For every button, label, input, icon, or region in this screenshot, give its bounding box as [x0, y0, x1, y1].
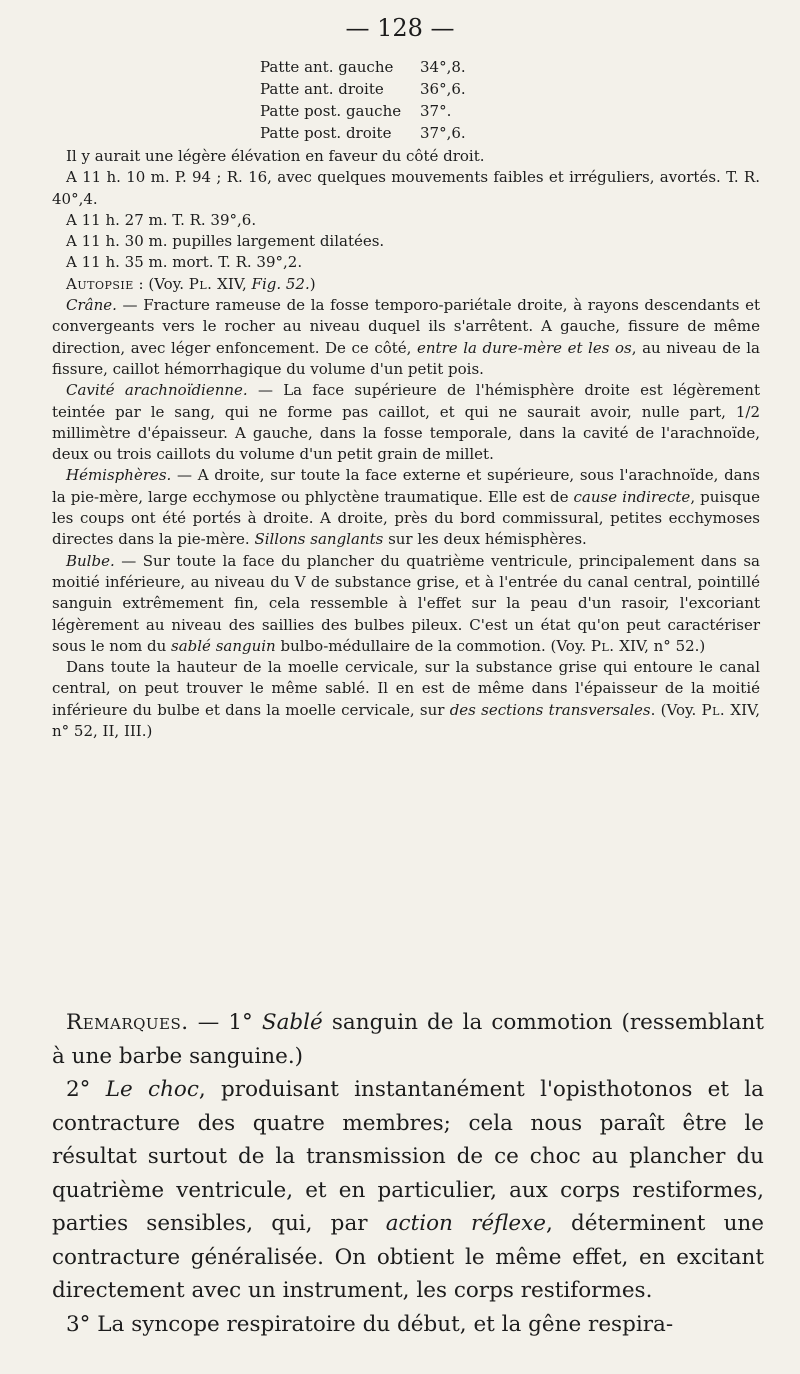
text-run: — A droite, sur toute la face externe et supérieure, sous l'arachnoïde, dans la pie-mère, large ecchymose ou phlyctène traumatique. Elle est de: [52, 466, 760, 506]
temperature-label: Patte post. gauche: [260, 102, 402, 120]
text-run: — Sur toute la face du plancher du quatrième ventricule, principalement dans sa moitié inférieure, au niveau du V de substance grise, et à l'entrée du canal central, pointillé sanguin extrêmement fin, cela ressemble à l'effet sur la peau d'un rasoir, l'excoriant légèrement au niveau des saillies des bulbes pileux. C'est un état qu'on peut caractériser sous le nom du: [52, 551, 760, 655]
text-run: : (Voy.: [133, 274, 189, 293]
plate-abbrev: Pl.: [701, 700, 726, 719]
text-run: ): [309, 274, 316, 293]
text-run: , déterminent une contracture généralisée. On obtient le même effet, en excitant directement avec un instrument, les corps restiformes.: [52, 1211, 764, 1303]
emphasis: entre la dure-mère et les os: [417, 338, 632, 357]
temperature-value: 36°,6.: [420, 80, 466, 98]
cavite-paragraph: [52, 380, 760, 465]
text-run: , produisant instantanément l'opisthotonos et la contracture des quatre membres; cela nous paraît être le résultat surtout de la transmission de ce choc au plancher du quatrième ventricule, et en particulier, aux corps restiformes, parties sensibles, qui, par: [52, 1077, 764, 1236]
remarks-paragraph-1: [52, 1006, 764, 1073]
section-label: Crâne.: [66, 296, 117, 315]
remarks-section: [52, 1006, 764, 1341]
text-run: — 1°: [188, 1010, 262, 1035]
text-run: 2°: [66, 1077, 106, 1102]
text-run: Dans toute la hauteur de la moelle cervicale, sur la substance grise qui entoure le canal central, on peut trouver le même sablé. Il en est de même dans l'épaisseur de la moitié inférieure du bulbe et dans la moelle cervicale, sur: [52, 658, 760, 719]
temperature-value: 37°,6.: [420, 124, 466, 142]
temperature-row: [260, 78, 500, 100]
temperature-value: 34°,8.: [420, 58, 466, 76]
section-label: Cavité arachnoïdienne.: [66, 381, 248, 400]
emphasis: des sections transversales: [449, 700, 651, 719]
paragraph: A 11 h. 30 m. pupilles largement dilatées.: [66, 232, 385, 251]
emphasis: action réflexe: [385, 1211, 546, 1236]
text-run: XIV, n° 52, II, III.): [52, 700, 760, 741]
autopsie-label: Autopsie: [66, 274, 134, 293]
bulbe-paragraph: [52, 551, 760, 657]
text-run: — La face supérieure de l'hémisphère droite est légèrement teintée par le sang, qui ne forme pas caillot, et qui ne saurait avoir, nulle part, 1/2 millimètre d'épaisseur. A gauche, dans la fosse temporale, dans la cavité de l'arachnoïde, deux ou trois caillots du volume d'un petit grain de millet.: [52, 381, 760, 464]
section-label: Hémisphères.: [66, 466, 172, 485]
emphasis: Sablé: [261, 1010, 323, 1035]
text-run: , puisque les coups ont été portés à droite. A droite, près du bord commissural, petites ecchymoses directes dans la pie-mère.: [52, 487, 760, 549]
temperature-row: [260, 122, 500, 144]
temperature-table: [260, 56, 500, 144]
temperature-label: Patte ant. gauche: [260, 58, 394, 76]
text-run: sur les deux hémisphères.: [383, 530, 587, 549]
text-run: . (Voy.: [650, 700, 702, 719]
moelle-paragraph: [52, 657, 760, 742]
section-label: Bulbe.: [66, 551, 115, 570]
figure-ref: Fig. 52.: [251, 274, 310, 293]
emphasis: Le choc: [105, 1077, 199, 1102]
emphasis: Sillons sanglants: [254, 530, 384, 549]
paragraph: Il y aurait une légère élévation en faveur du côté droit.: [66, 147, 485, 165]
text-run: XIV, n° 52.): [614, 636, 706, 655]
remarks-paragraph-3: 3° La syncope respiratoire du début, et la gêne respira-: [66, 1311, 674, 1337]
text-run: XIV,: [212, 274, 252, 293]
remarks-label: Remarques.: [66, 1010, 189, 1035]
remarks-paragraph-2: [52, 1073, 764, 1308]
observation-text: [52, 146, 760, 742]
text-run: bulbo-médullaire de la commotion. (Voy.: [275, 636, 591, 655]
autopsie-paragraph: [52, 274, 760, 295]
emphasis: cause indirecte: [573, 487, 691, 506]
temperature-label: Patte post. droite: [260, 124, 392, 142]
plate-abbrev: Pl.: [590, 636, 615, 655]
temperature-value: 37°.: [420, 102, 452, 120]
text-run: — Fracture rameuse de la fosse temporo-pariétale droite, à rayons descendants et convergeants vers le rocher au niveau duquel ils s'arrêtent. A gauche, fissure de même direction, avec léger enfoncement. De ce côté,: [52, 296, 760, 357]
paragraph: A 11 h. 10 m. P. 94 ; R. 16, avec quelques mouvements faibles et irréguliers, avortés. T. R. 40°,4.: [52, 168, 760, 208]
plate-abbrev: Pl.: [188, 274, 213, 293]
text-run: sanguin de la commotion (ressemblant à une barbe sanguine.): [52, 1010, 765, 1069]
temperature-label: Patte ant. droite: [260, 80, 384, 98]
emphasis: sablé sanguin: [171, 636, 276, 655]
page-number: — 128 —: [345, 14, 455, 42]
text-run: , au niveau de la fissure, caillot hémorrhagique du volume d'un petit pois.: [52, 338, 760, 378]
temperature-row: [260, 100, 500, 122]
crane-paragraph: [52, 295, 760, 380]
hemispheres-paragraph: [52, 465, 760, 550]
paragraph: A 11 h. 35 m. mort. T. R. 39°,2.: [66, 253, 303, 272]
temperature-row: [260, 56, 500, 78]
paragraph: A 11 h. 27 m. T. R. 39°,6.: [66, 210, 257, 229]
